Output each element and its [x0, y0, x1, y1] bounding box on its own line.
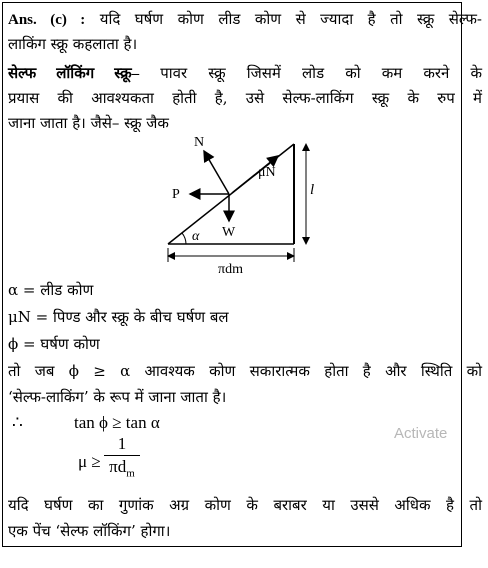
therefore-symbol: ∴: [12, 413, 23, 432]
definition-line-3: जाना जाता है। जैसे– स्क्रू जैक: [8, 114, 169, 132]
definition-line-2: प्रयास की आवश्यकता होती है, उसे सेल्फ-लाकिंग स्क्रू के रुप में: [8, 89, 482, 107]
fraction: [104, 434, 140, 479]
label-N: N: [194, 135, 205, 150]
normal-arrow: [204, 151, 229, 194]
condition-line-1: तो जब ϕ ≥ α आवश्यक कोण सकारात्मक होता है और स्थिति को: [8, 362, 482, 380]
conclusion-line-2: एक पेंच ‘सेल्फ लॉकिंग’ होगा।: [8, 522, 171, 540]
fraction-numerator: 1: [117, 434, 127, 453]
screw-jack-diagram: [150, 128, 320, 278]
definition-text-1: पावर स्क्रू जिसमें लोड को कम करने के: [160, 64, 482, 82]
answer-text-1: यदि घर्षण कोण लीड कोण से ज्यादा है तो स्क्रू सेल्फ-: [99, 10, 482, 28]
condition-line-2: ‘सेल्फ-लाकिंग’ के रूप में जाना जाता है।: [8, 388, 227, 406]
answer-line-1: [8, 8, 482, 31]
activate-watermark: Activate: [394, 425, 448, 442]
label-alpha: α: [192, 229, 200, 244]
definition-line-1: [8, 62, 482, 85]
legend-muN: μN = पिण्ड और स्क्रू के बीच घर्षण बल: [8, 308, 229, 326]
label-l: l: [310, 182, 315, 198]
label-muN: μN: [258, 165, 276, 180]
legend-phi: ϕ = घर्षण कोण: [8, 335, 100, 353]
answer-line-2: लाकिंग स्क्रू कहलाता है।: [8, 35, 138, 53]
mu-prefix: μ ≥: [78, 452, 101, 471]
answer-label: Ans. (c) :: [8, 12, 86, 28]
definition-term: सेल्फ लॉकिंग स्क्रू–: [8, 66, 140, 82]
conclusion-line-1: यदि घर्षण का गुणांक अग्र कोण के बराबर या उससे अधिक है तो: [8, 496, 482, 514]
label-W: W: [222, 225, 236, 240]
fraction-denominator: $\pi d_m$: [109, 457, 135, 480]
label-pidm: πdm: [218, 262, 243, 277]
label-P: P: [172, 187, 180, 202]
alpha-arc: [182, 233, 186, 244]
legend-alpha: α = लीड कोण: [8, 281, 94, 299]
tan-inequality: tan ϕ ≥ tan α: [74, 413, 160, 432]
